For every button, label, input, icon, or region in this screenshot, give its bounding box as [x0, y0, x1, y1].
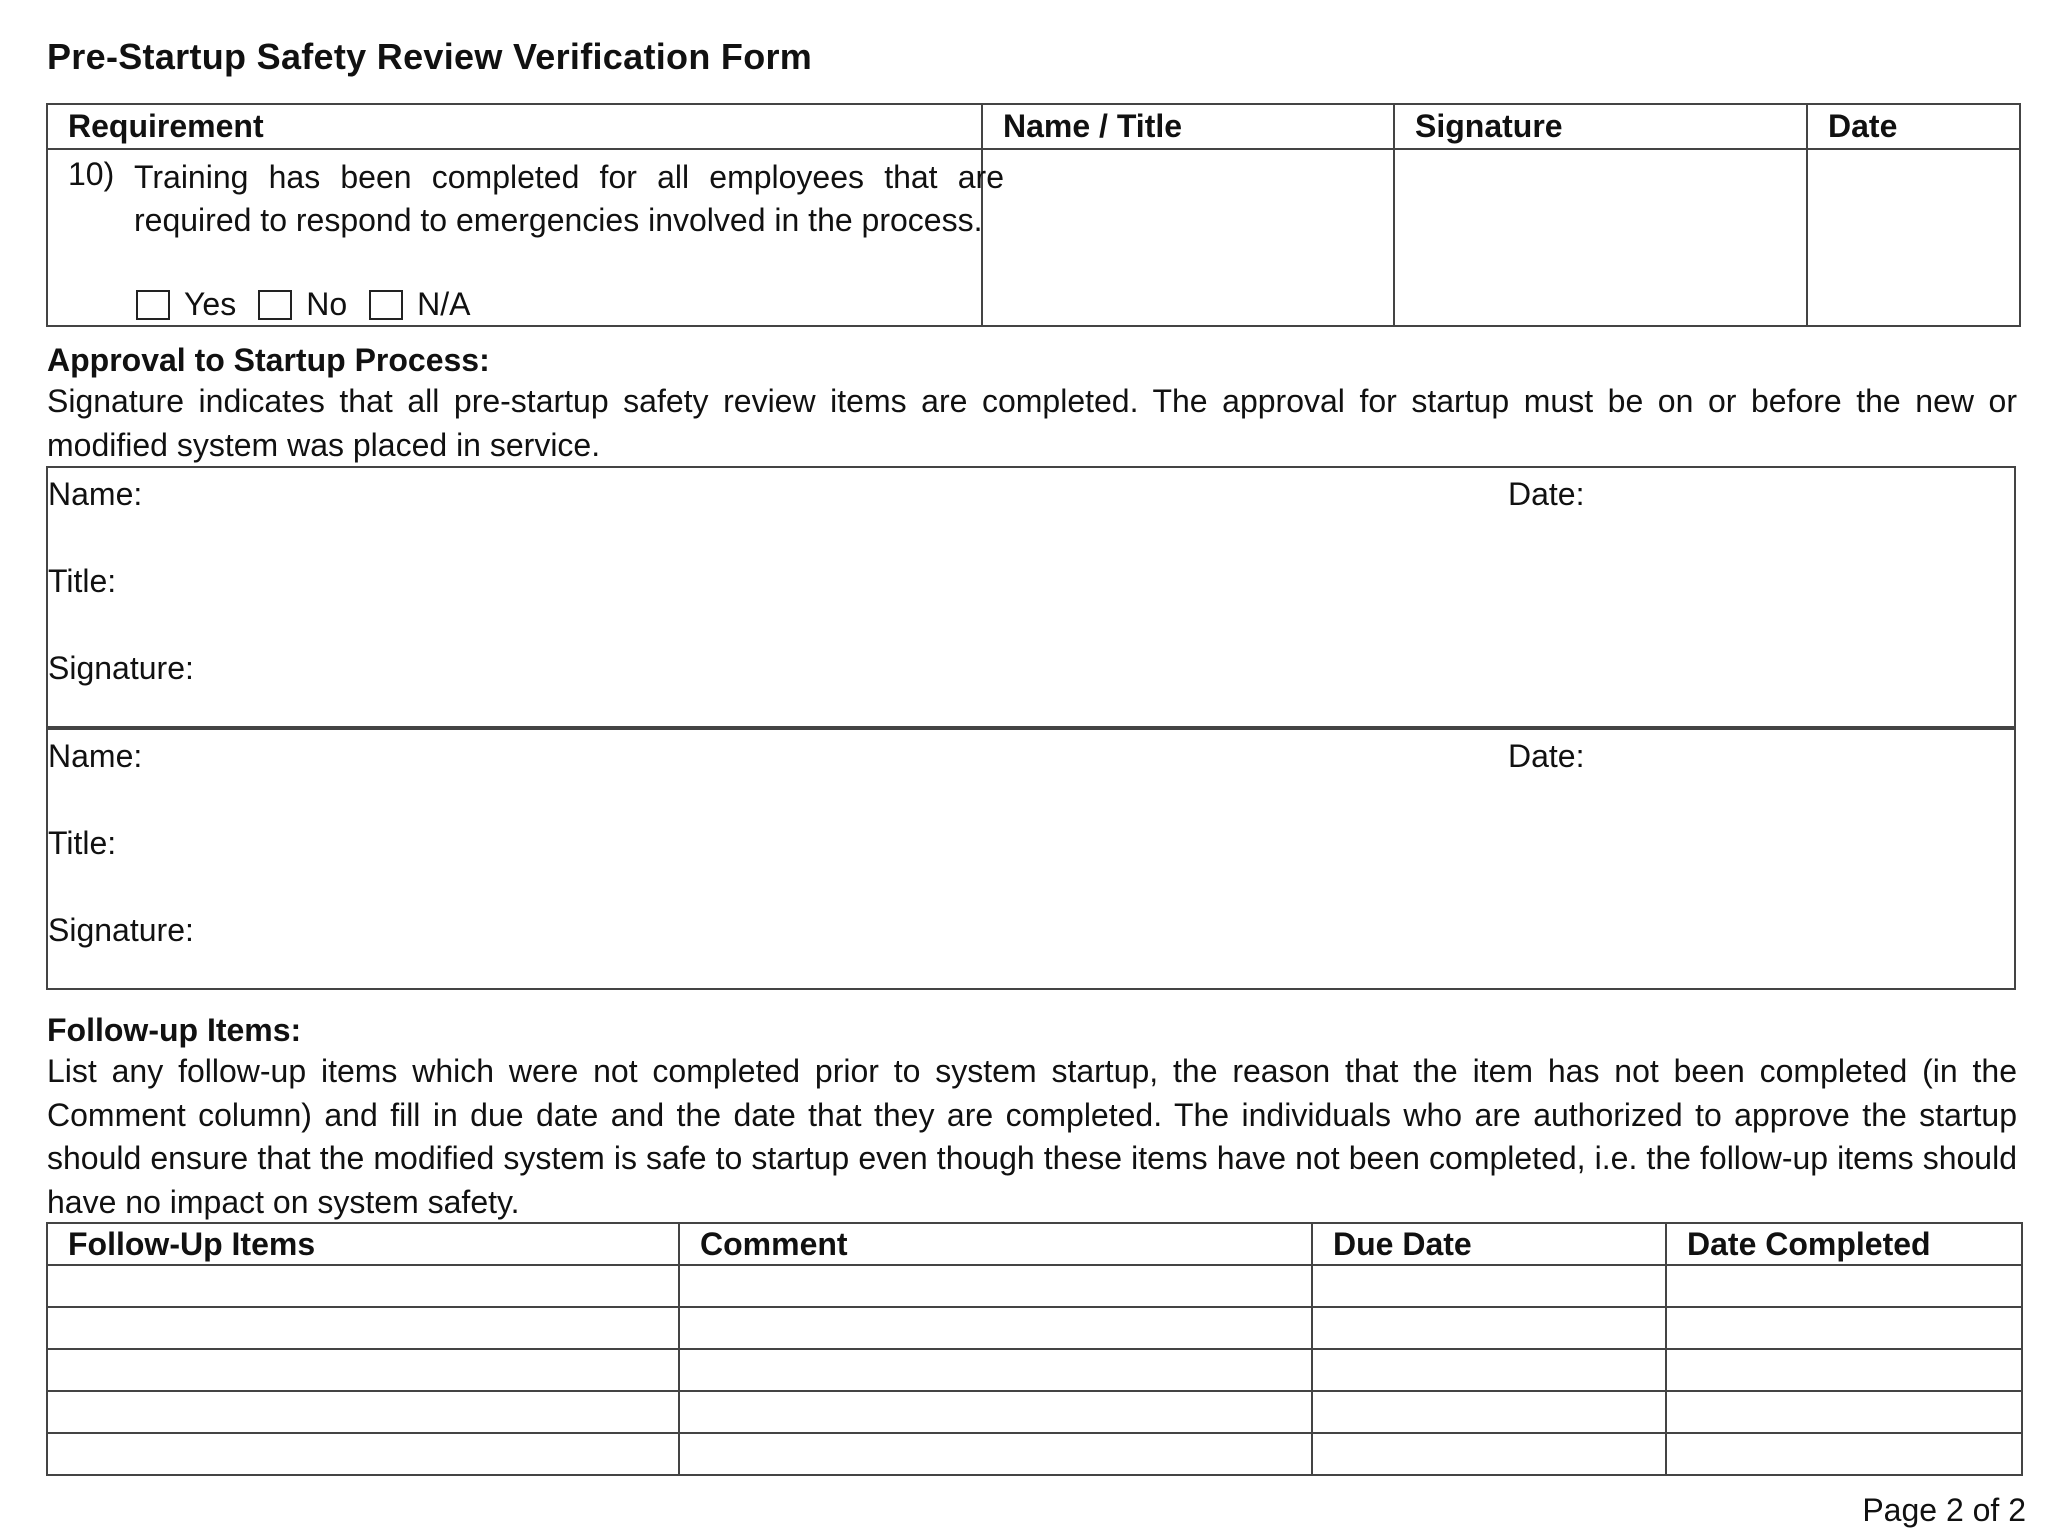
due-date-cell[interactable] — [1312, 1391, 1666, 1433]
approval-date-label: Date: — [1508, 476, 1585, 512]
date-completed-cell[interactable] — [1666, 1433, 2022, 1475]
requirement-number: 10) — [68, 156, 115, 192]
table-row — [47, 1307, 2022, 1349]
approval-title-label: Title: — [48, 825, 117, 861]
approval-signature-label: Signature: — [48, 912, 194, 948]
approval-heading: Approval to Startup Process: — [47, 342, 490, 378]
approval-text: Signature indicates that all pre-startup safety review items are completed. The approval for startup must be on or before the new or modified system was placed in service. — [47, 383, 2017, 463]
requirement-text: Training has been completed for all employees that are required to respond to emergencies involved in the process. — [134, 159, 1004, 238]
requirement-cell — [47, 149, 1004, 326]
table-row — [47, 1349, 2022, 1391]
page-number: Page 2 of 2 — [1862, 1492, 2026, 1528]
approval-date-label: Date: — [1508, 738, 1585, 774]
date-completed-cell[interactable] — [1666, 1391, 2022, 1433]
yes-label: Yes — [184, 286, 237, 322]
followup-item-cell[interactable] — [47, 1307, 679, 1349]
date-completed-cell[interactable] — [1666, 1349, 2022, 1391]
approval-name-label: Name: — [48, 738, 143, 774]
requirement-table — [46, 103, 2021, 327]
comment-cell[interactable] — [679, 1349, 1312, 1391]
header-followup-items: Follow-Up Items — [47, 1223, 679, 1265]
table-row — [47, 1265, 2022, 1307]
na-checkbox[interactable] — [369, 290, 403, 320]
followup-table — [46, 1222, 2023, 1476]
form-title: Pre-Startup Safety Review Verification Form — [47, 36, 813, 77]
followup-rows — [47, 1265, 2022, 1475]
followup-header-row — [47, 1223, 2022, 1265]
approval-block-1 — [46, 466, 2016, 728]
signature-cell[interactable] — [1394, 149, 1807, 326]
approval-name-label: Name: — [48, 476, 143, 512]
due-date-cell[interactable] — [1312, 1265, 1666, 1307]
na-label: N/A — [417, 286, 471, 322]
header-requirement: Requirement — [47, 104, 982, 149]
comment-cell[interactable] — [679, 1391, 1312, 1433]
date-cell[interactable] — [1807, 149, 2020, 326]
followup-heading: Follow-up Items: — [47, 1012, 302, 1048]
table-row — [47, 1391, 2022, 1433]
followup-item-cell[interactable] — [47, 1265, 679, 1307]
requirement-options — [136, 286, 492, 323]
due-date-cell[interactable] — [1312, 1349, 1666, 1391]
no-checkbox[interactable] — [258, 290, 292, 320]
requirement-row — [47, 149, 2020, 326]
comment-cell[interactable] — [679, 1307, 1312, 1349]
header-name-title: Name / Title — [982, 104, 1394, 149]
followup-text: List any follow-up items which were not completed prior to system startup, the reason that the item has not been completed (in the Comment column) and fill in due date and the date that they are completed. The individuals who are authorized to approve the startup should ensure that the modified system is safe to startup even though these items have not been completed, i.e. the follow-up items should have no impact on system safety. — [47, 1053, 2017, 1220]
requirement-header-row — [47, 104, 2020, 149]
header-signature: Signature — [1394, 104, 1807, 149]
no-label: No — [306, 286, 348, 322]
due-date-cell[interactable] — [1312, 1433, 1666, 1475]
comment-cell[interactable] — [679, 1433, 1312, 1475]
header-date-completed: Date Completed — [1666, 1223, 2022, 1265]
approval-block-2 — [46, 728, 2016, 990]
header-date: Date — [1807, 104, 2020, 149]
due-date-cell[interactable] — [1312, 1307, 1666, 1349]
table-row — [47, 1433, 2022, 1475]
date-completed-cell[interactable] — [1666, 1265, 2022, 1307]
date-completed-cell[interactable] — [1666, 1307, 2022, 1349]
followup-item-cell[interactable] — [47, 1391, 679, 1433]
followup-item-cell[interactable] — [47, 1433, 679, 1475]
comment-cell[interactable] — [679, 1265, 1312, 1307]
yes-checkbox[interactable] — [136, 290, 170, 320]
followup-item-cell[interactable] — [47, 1349, 679, 1391]
name-title-cell[interactable] — [982, 149, 1394, 326]
approval-signature-label: Signature: — [48, 650, 194, 686]
header-comment: Comment — [679, 1223, 1312, 1265]
approval-title-label: Title: — [48, 563, 117, 599]
header-due-date: Due Date — [1312, 1223, 1666, 1265]
